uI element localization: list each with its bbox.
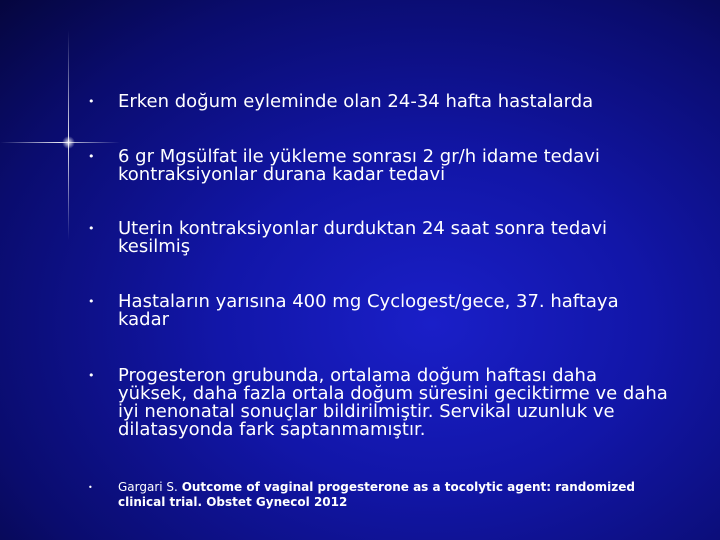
bullet-item — [88, 148, 668, 184]
bullet-text: Erken doğum eyleminde olan 24-34 hafta hastalarda — [118, 91, 594, 112]
bullet-text: 6 gr Mgsülfat ile yükleme sonrası 2 gr/h idame tedavi kontraksiyonlar durana kadar tedavi — [118, 146, 600, 185]
bullet-item — [88, 220, 668, 256]
reference-author: Gargari S. — [118, 480, 178, 494]
decorative-star-line-horizontal — [0, 142, 120, 143]
bullet-text: Hastaların yarısına 400 mg Cyclogest/gece, 37. haftaya kadar — [118, 291, 619, 330]
bullet-text: Progesteron grubunda, ortalama doğum haftası daha yüksek, daha fazla ortala doğum süresini geciktirme ve daha iyi nenonatal sonuçlar bildirilmiştir. Servikal uzunluk ve dilatasyonda fark saptanmamıştır. — [118, 365, 668, 440]
bullet-text: Uterin kontraksiyonlar durduktan 24 saat sonra tedavi kesilmiş — [118, 218, 607, 257]
decorative-star-line-vertical — [68, 30, 69, 240]
bullet-dot-icon: • — [88, 295, 95, 308]
bullet-dot-icon: • — [88, 95, 95, 108]
decorative-star-icon — [62, 136, 75, 149]
bullet-item — [88, 293, 668, 329]
bullet-dot-icon: • — [88, 150, 95, 163]
bullet-item — [88, 93, 593, 111]
bullet-dot-icon: • — [88, 369, 95, 382]
bullet-item — [88, 367, 668, 439]
reference-item — [88, 480, 668, 510]
bullet-dot-icon: • — [88, 222, 95, 235]
reference-title: Outcome of vaginal progesterone as a tocolytic agent: randomized clinical trial. Obstet Gynecol 2012 — [118, 480, 635, 509]
bullet-dot-icon: • — [88, 483, 93, 492]
